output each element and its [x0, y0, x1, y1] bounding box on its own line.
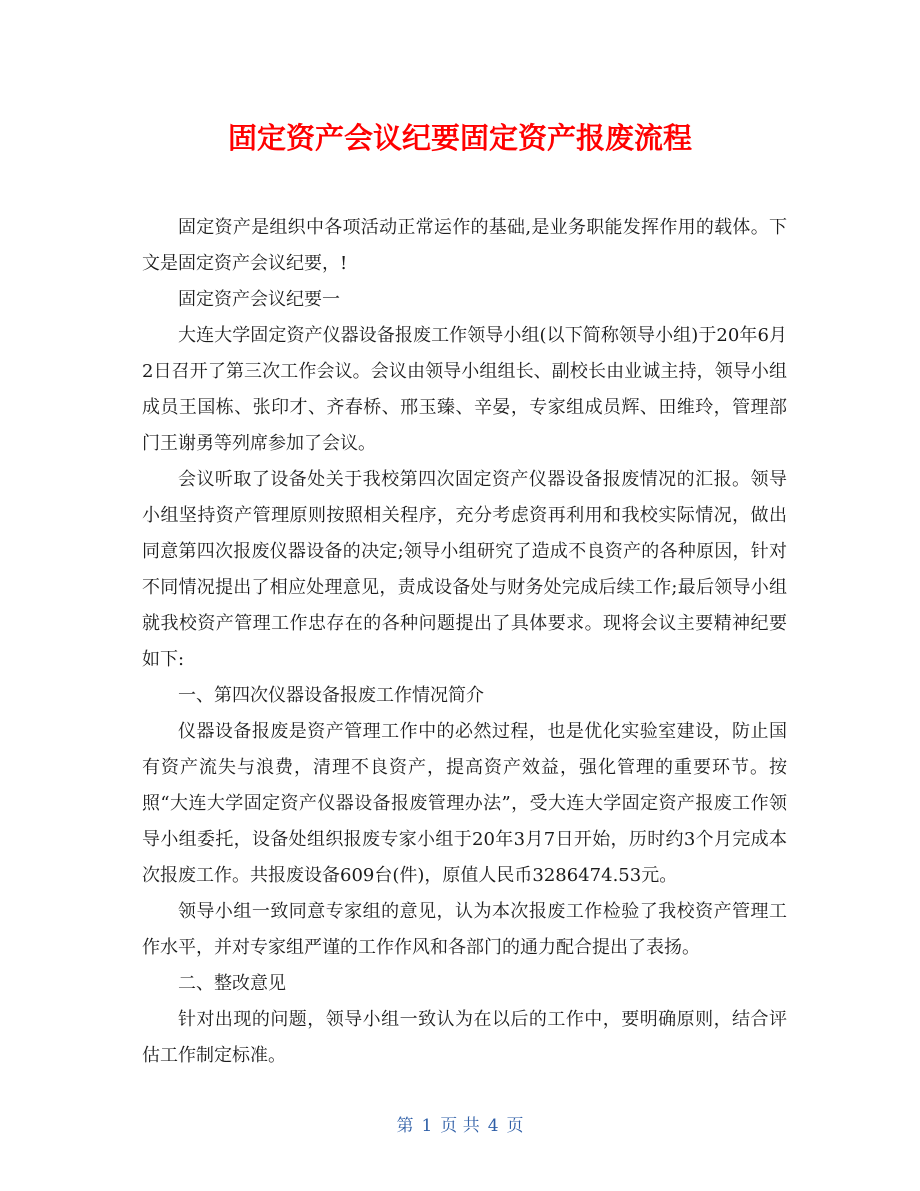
document-title: 固定资产会议纪要固定资产报废流程: [227, 121, 692, 155]
paragraph-rectification: 针对出现的问题，领导小组一致认为在以后的工作中，要明确原则，结合评估工作制定标准。: [142, 1009, 787, 1066]
footer-prefix: 第: [396, 1116, 414, 1136]
page-number-footer: [0, 1112, 920, 1140]
document-body: [142, 210, 787, 1074]
paragraph-intro: 固定资产是组织中各项活动正常运作的基础,是业务职能发挥作用的载体。下文是固定资产会议纪要，!: [142, 217, 787, 274]
paragraph-meeting-report: 会议听取了设备处关于我校第四次固定资产仪器设备报废情况的汇报。领导小组坚持资产管理原则按照相关程序，充分考虑资再利用和我校实际情况，做出同意第四次报废仪器设备的决定;领导小组研究了造成不良资产的各种原因，针对不同情况提出了相应处理意见，责成设备处与财务处完成后续工作;最后领导小组就我校资产管理工作忠存在的各种问题提出了具体要求。现将会议主要精神纪要如下:: [142, 469, 787, 670]
footer-middle: 页 共: [440, 1116, 480, 1136]
footer-total-pages: 4: [487, 1116, 499, 1136]
section-heading-rectification: 二、整改意见: [178, 973, 286, 994]
section-heading-overview: 一、第四次仪器设备报废工作情况简介: [178, 685, 484, 706]
paragraph-approval: 领导小组一致同意专家组的意见，认为本次报废工作检验了我校资产管理工作水平，并对专家组严谨的工作作风和各部门的通力配合提出了表扬。: [142, 901, 787, 958]
footer-suffix: 页: [506, 1116, 524, 1136]
section-heading-minutes-one: 固定资产会议纪要一: [178, 289, 340, 310]
footer-page-number: 1: [421, 1116, 433, 1136]
paragraph-meeting-attendees: 大连大学固定资产仪器设备报废工作领导小组(以下简称领导小组)于20年6月2日召开了第三次工作会议。会议由领导小组组长、副校长由业诚主持，领导小组成员王国栋、张印才、齐春桥、邢玉臻、辛晏，专家组成员辉、田维玲，管理部门王谢勇等列席参加了会议。: [142, 325, 787, 454]
paragraph-scrapping-process: 仪器设备报废是资产管理工作中的必然过程，也是优化实验室建设，防止国有资产流失与浪费，清理不良资产，提高资产效益，强化管理的重要环节。按照“大连大学固定资产仪器设备报废管理办法”，受大连大学固定资产报废工作领导小组委托，设备处组织报废专家小组于20年3月7日开始，历时约3个月完成本次报废工作。共报废设备609台(件)，原值人民币3286474.53元。: [142, 721, 787, 886]
